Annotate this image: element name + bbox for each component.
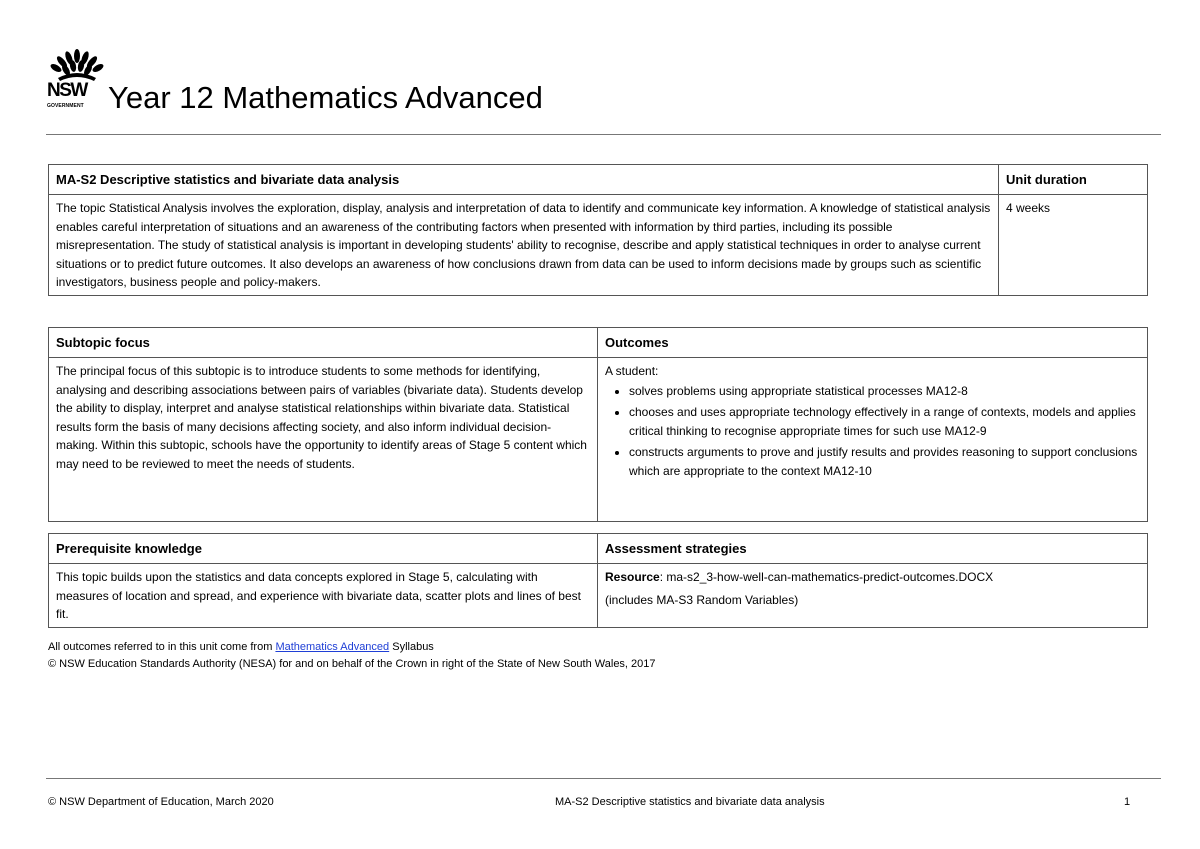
outcomes-note-prefix: All outcomes referred to in this unit come from — [48, 641, 276, 653]
prerequisite-text: This topic builds upon the statistics and data concepts explored in Stage 5, calculating with measures of location and spread, and experience with bivariate data, scatter plots and lines of best fit. — [49, 564, 598, 628]
outcome-item: • chooses and uses appropriate technology effectively in a range of contexts, models and applies critical thinking to recognise appropriate times for such use MA12-9 — [629, 403, 1140, 440]
unit-heading: MA-S2 Descriptive statistics and bivariate data analysis — [49, 165, 999, 195]
footer-divider — [46, 778, 1161, 779]
outcome-item: • solves problems using appropriate statistical processes MA12-8 — [629, 382, 1140, 401]
prerequisite-heading: Prerequisite knowledge — [49, 534, 598, 564]
footer-left: © NSW Department of Education, March 2020 — [48, 796, 274, 808]
resource-note: (includes MA-S3 Random Variables) — [605, 592, 799, 607]
unit-overview-table — [48, 164, 1148, 296]
outcomes-list — [605, 382, 1140, 481]
resource-line — [605, 568, 1140, 587]
page-title: Year 12 Mathematics Advanced — [108, 80, 543, 115]
footer-center: MA-S2 Descriptive statistics and bivariate data analysis — [555, 796, 825, 808]
page-header — [46, 48, 1161, 118]
waratah-icon — [50, 48, 104, 82]
assessment-heading: Assessment strategies — [598, 534, 1148, 564]
outcome-item: • constructs arguments to prove and justify results and provides reasoning to support conclusions which are appropriate to the context MA12-10 — [629, 443, 1140, 480]
resource-label: Resource — [605, 570, 660, 584]
outcomes-heading: Outcomes — [598, 328, 1148, 358]
logo-nsw-text: NSW — [47, 80, 87, 101]
outcomes-intro: A student: — [605, 364, 659, 378]
assessment-cell — [598, 564, 1148, 628]
outcomes-source-note — [48, 640, 1148, 655]
subtopic-focus-text: The principal focus of this subtopic is to introduce students to some methods for identifying, analysing and describing associations between pairs of variables (bivariate data). Students develop the ability to display, interpret and analyse statistical relationships within bivariate data. Statistical results form the basis of many decisions affecting society, and also inform individual decision-making. Within this subtopic, schools have the opportunity to identify areas of Stage 5 content which may need to be reviewed to meet the needs of students. — [49, 358, 598, 522]
outcomes-cell — [598, 358, 1148, 522]
outcomes-note-suffix: Syllabus — [389, 641, 434, 653]
subtopic-focus-heading: Subtopic focus — [49, 328, 598, 358]
logo-government-text: GOVERNMENT — [47, 103, 84, 109]
resource-filename: : ma-s2_3-how-well-can-mathematics-predict-outcomes.DOCX — [659, 570, 994, 584]
footer-page-number: 1 — [1124, 796, 1131, 808]
subtopic-outcomes-table — [48, 327, 1148, 522]
unit-duration-value: 4 weeks — [999, 195, 1148, 296]
unit-duration-heading: Unit duration — [999, 165, 1148, 195]
unit-description: The topic Statistical Analysis involves the exploration, display, analysis and interpretation of data to identify and communicate key information. A knowledge of statistical analysis enables careful interpretation of situations and an awareness of the contributing factors when presented with information by third parties, including its possible misrepresentation. The study of statistical analysis is important in developing students' ability to recognise, describe and apply statistical techniques in order to analyse current situations or to predict future outcomes. It also develops an awareness of how conclusions drawn from data can be used to inform decisions made by groups such as scientific investigators, business people and policy-makers. — [49, 195, 999, 296]
copyright-note: © NSW Education Standards Authority (NESA) for and on behalf of the Crown in right of the State of New South Wales, 2017 — [48, 658, 656, 670]
prerequisite-assessment-table — [48, 533, 1148, 628]
nsw-government-logo — [46, 48, 108, 114]
header-divider — [46, 134, 1161, 135]
syllabus-link[interactable]: Mathematics Advanced — [275, 641, 390, 653]
